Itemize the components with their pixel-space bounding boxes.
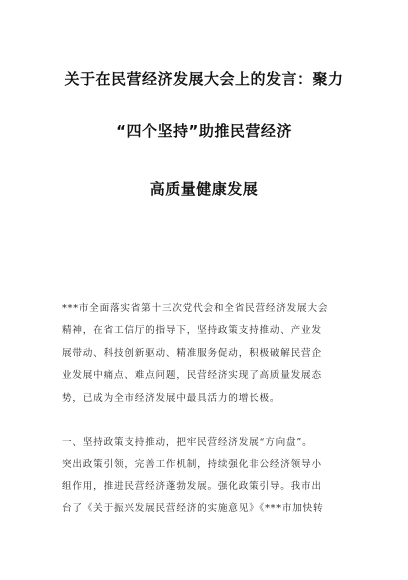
paragraph-1-line-4: 业发展中痛点、难点问题，民营经济实现了高质量发展态	[62, 370, 322, 381]
paragraph-1-line-3: 展带动、科技创新驱动、精准服务促动，积极破解民营企	[62, 348, 322, 359]
paragraph-2-line-4: 台了《关于振兴发展民营经济的实施意见》《***市加快转	[62, 503, 324, 514]
paragraph-2-line-2: 突出政策引领，完善工作机制，持续强化非公经济领导小	[62, 459, 322, 470]
paragraph-1-line-1: ***市全面落实省第十三次党代会和全省民营经济发展大会	[62, 303, 329, 314]
paragraph-2-line-3: 组作用，推进民营经济蓬勃发展。强化政策引导。我市出	[62, 481, 322, 492]
paragraph-1-line-2: 精神，在省工信厅的指导下，坚持政策支持推动、产业发	[62, 325, 322, 336]
paragraph-2-line-1: 一、坚持政策支持推动，把牢民营经济发展“方向盘”。	[62, 437, 313, 448]
title-line-3: 高质量健康发展	[149, 180, 259, 198]
title-line-1: 关于在民营经济发展大会上的发言：聚力	[64, 70, 344, 88]
paragraph-1-line-5: 势，已成为全市经济发展中最具活力的增长极。	[62, 393, 281, 404]
title-line-2: “四个坚持”助推民营经济	[116, 122, 292, 140]
